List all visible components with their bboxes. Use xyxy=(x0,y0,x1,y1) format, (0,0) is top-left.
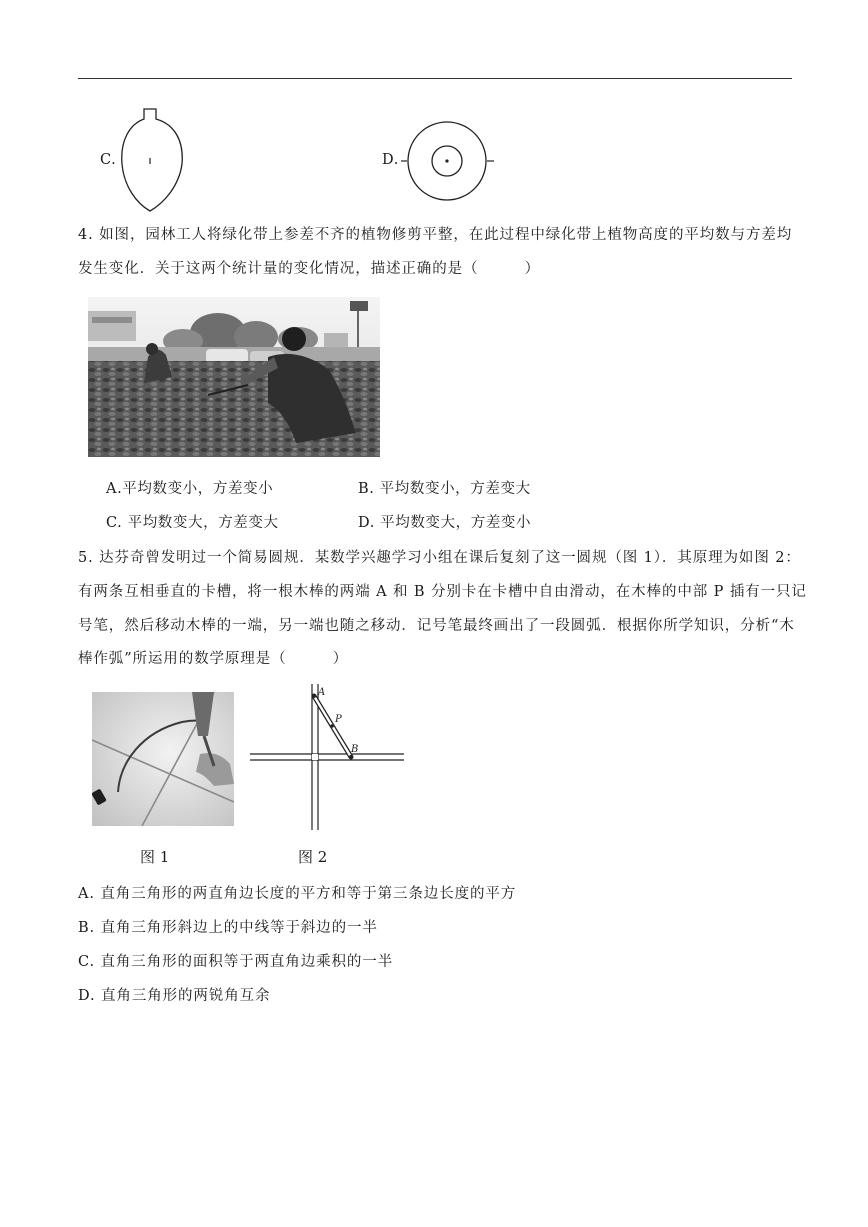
fig2-label-a: A xyxy=(318,687,326,698)
q5-line-1: 5. 达芬奇曾发明过一个简易圆规．某数学兴趣学习小组在课后复刻了这一圆规（图 1）．其原理为如图 2： xyxy=(78,550,801,566)
q5-option-a: A. 直角三角形的两直角边长度的平方和等于第三条边长度的平方 xyxy=(78,886,517,902)
q3-option-c-figure xyxy=(118,106,190,212)
q4-option-b: B. 平均数变小，方差变大 xyxy=(358,481,531,497)
q4-line-1: 4. 如图，园林工人将绿化带上参差不齐的植物修剪平整，在此过程中绿化带上植物高度的平均数与方差均 xyxy=(78,227,793,243)
q3-option-d-label: D. xyxy=(382,152,399,168)
q5-option-b: B. 直角三角形斜边上的中线等于斜边的一半 xyxy=(78,920,378,936)
fig2-label-p: P xyxy=(335,714,342,725)
fig2-label-b: B xyxy=(351,744,359,755)
q4-line-2: 发生变化．关于这两个统计量的变化情况，描述正确的是（ ） xyxy=(78,261,540,277)
q5-line-2: 有两条互相垂直的卡槽，将一根木棒的两端 A 和 B 分别卡在卡槽中自由滑动，在木棒的中部 P 插有一只记 xyxy=(78,584,807,600)
q4-option-d: D. 平均数变大，方差变小 xyxy=(358,515,532,531)
q3-option-c-label: C. xyxy=(100,152,117,168)
q5-figure-1-caption: 图 1 xyxy=(140,848,170,866)
q5-line-4: 棒作弧”所运用的数学原理是（ ） xyxy=(78,651,349,667)
q3-option-d-figure xyxy=(400,118,496,204)
q5-figure-2-diagram xyxy=(250,684,404,830)
q5-figure-2-caption: 图 2 xyxy=(298,848,328,866)
q5-line-3: 号笔，然后移动木棒的一端，另一端也随之移动．记号笔最终画出了一段圆弧．根据你所学知识，分析“木 xyxy=(78,618,795,634)
q5-figure-1-photo xyxy=(92,692,234,826)
q5-option-c: C. 直角三角形的面积等于两直角边乘积的一半 xyxy=(78,954,394,970)
header-rule xyxy=(78,78,792,79)
q5-option-d: D. 直角三角形的两锐角互余 xyxy=(78,988,271,1004)
q4-gardeners-photo xyxy=(88,297,380,457)
q4-option-c: C. 平均数变大，方差变大 xyxy=(106,515,279,531)
q4-option-a: A.平均数变小，方差变小 xyxy=(106,481,274,497)
